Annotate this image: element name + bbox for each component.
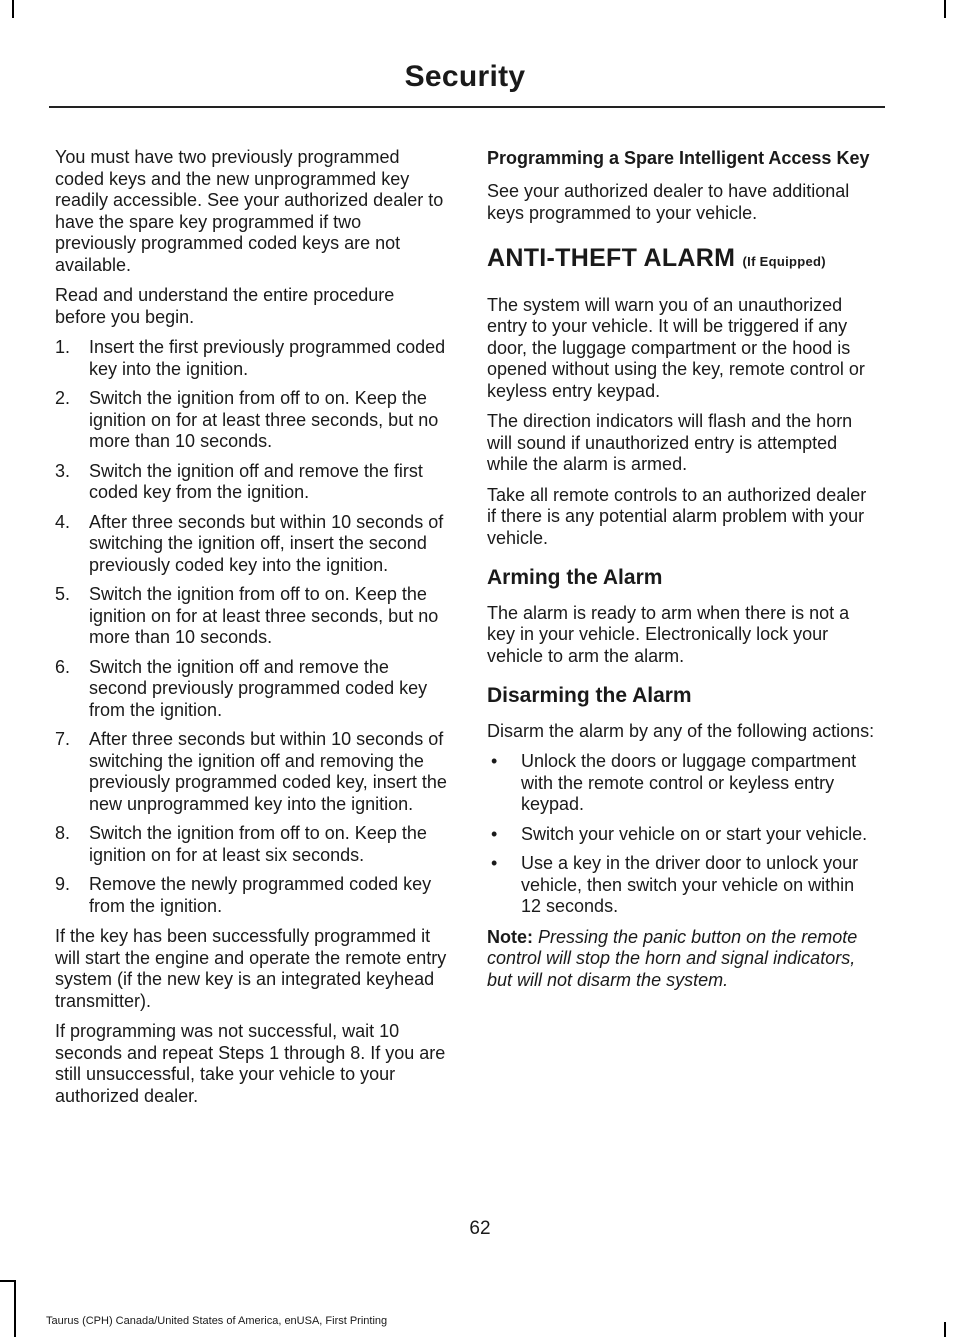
step-item (55, 823, 447, 866)
step-text: Switch the ignition from off to on. Keep the ignition on for at least three seconds, but no more than 10 seconds. (89, 388, 439, 451)
crop-mark-top-right (944, 0, 946, 18)
arming-heading: Arming the Alarm (487, 566, 663, 589)
list-item (487, 824, 879, 846)
step-item (55, 729, 447, 815)
list-item-text: Use a key in the driver door to unlock your vehicle, then switch your vehicle on within 12 seconds. (521, 853, 859, 916)
step-text: Switch the ignition from off to on. Keep the ignition on for at least three seconds, but no more than 10 seconds. (89, 584, 439, 647)
step-number: 4. (55, 511, 71, 532)
bullet-icon: • (491, 751, 498, 771)
step-text: Switch the ignition from off to on. Keep the ignition on for at least six seconds. (89, 823, 427, 865)
header-divider (49, 106, 885, 108)
step-text: Remove the newly programmed coded key from the ignition. (89, 874, 432, 916)
alarm-paragraph-2: The direction indicators will flash and the horn will sound if unauthorized entry is attempted while the alarm is armed. (487, 411, 853, 474)
step-number: 8. (55, 823, 71, 843)
arming-text: The alarm is ready to arm when there is not a key in your vehicle. Electronically lock your vehicle to arm the alarm. (487, 602, 850, 666)
step-item (55, 874, 447, 917)
edition-footer: Taurus (CPH) Canada/United States of America, enUSA, First Printing (46, 1315, 388, 1327)
step-item (55, 388, 447, 453)
procedure-note: Read and understand the entire procedure before you begin. (55, 285, 395, 327)
step-number: 2. (55, 388, 71, 408)
programming-steps (55, 337, 447, 917)
step-text: Insert the first previously programmed coded key into the ignition. (89, 337, 446, 379)
note-paragraph (487, 927, 879, 992)
step-text: After three seconds but within 10 seconds of switching the ignition off and removing the previously programmed coded key, insert the new unprogrammed key into the ignition. (89, 729, 447, 814)
list-item-text: Unlock the doors or luggage compartment with the remote control or keyless entry keypad. (521, 751, 857, 814)
step-text: Switch the ignition off and remove the first coded key from the ignition. (89, 460, 423, 502)
list-item-text: Switch your vehicle on or start your vehicle. (521, 823, 868, 844)
if-equipped-label: (If Equipped) (742, 254, 826, 269)
step-number: 5. (55, 584, 71, 604)
step-item (55, 512, 447, 577)
failure-paragraph: If programming was not successful, wait 10 seconds and repeat Steps 1 through 8. If you are still unsuccessful, take your vehicle to your authorized dealer. (55, 1021, 446, 1106)
spare-key-text: See your authorized dealer to have additional keys programmed to your vehicle. (487, 181, 850, 223)
step-number: 3. (55, 460, 71, 481)
step-text: Switch the ignition off and remove the second previously programmed coded key from the ignition. (89, 656, 428, 720)
alarm-paragraph-1: The system will warn you of an unauthorized entry to your vehicle. It will be triggered if any door, the luggage compartment or the hood is opened without using the key, remote control or keyless entry keypad. (487, 294, 865, 401)
alarm-paragraph-3: Take all remote controls to an authorized dealer if there is any potential alarm problem with your vehicle. (487, 484, 867, 548)
step-item (55, 461, 447, 504)
note-label: Note: (487, 926, 533, 947)
spare-key-heading: Programming a Spare Intelligent Access Key (487, 148, 870, 168)
success-paragraph: If the key has been successfully programmed it will start the engine and operate the remote entry system (if the new key is an integrated keyhead transmitter). (55, 926, 447, 1011)
step-number: 9. (55, 874, 71, 894)
step-item (55, 337, 447, 380)
crop-mark-bottom-left-v (14, 1282, 16, 1337)
step-item (55, 657, 447, 722)
crop-mark-bottom-right (944, 1322, 946, 1337)
note-text: Pressing the panic button on the remote control will stop the horn and signal indicators, but will not disarm the system. (487, 926, 858, 990)
page-title: Security (404, 60, 526, 93)
disarm-actions (487, 751, 879, 918)
crop-mark-top-left (12, 0, 14, 18)
page-number: 62 (469, 1218, 491, 1239)
step-number: 1. (55, 337, 71, 357)
anti-theft-heading-text: ANTI-THEFT ALARM (487, 244, 736, 272)
bullet-icon: • (491, 853, 498, 873)
disarming-heading: Disarming the Alarm (487, 684, 692, 707)
disarming-text: Disarm the alarm by any of the following actions: (487, 720, 875, 741)
left-column (55, 147, 447, 1116)
list-item (487, 751, 879, 816)
step-text: After three seconds but within 10 seconds of switching the ignition off, insert the second previously coded key into the ignition. (89, 511, 444, 575)
step-number: 7. (55, 729, 71, 749)
bullet-icon: • (491, 823, 498, 844)
step-number: 6. (55, 656, 71, 677)
right-column (487, 147, 879, 1000)
step-item (55, 584, 447, 649)
list-item (487, 853, 879, 918)
intro-paragraph: You must have two previously programmed coded keys and the new unprogrammed key readily accessible. See your authorized dealer to have the spare key programmed if two previously programmed coded keys are not available. (55, 147, 444, 275)
anti-theft-heading (487, 244, 879, 273)
